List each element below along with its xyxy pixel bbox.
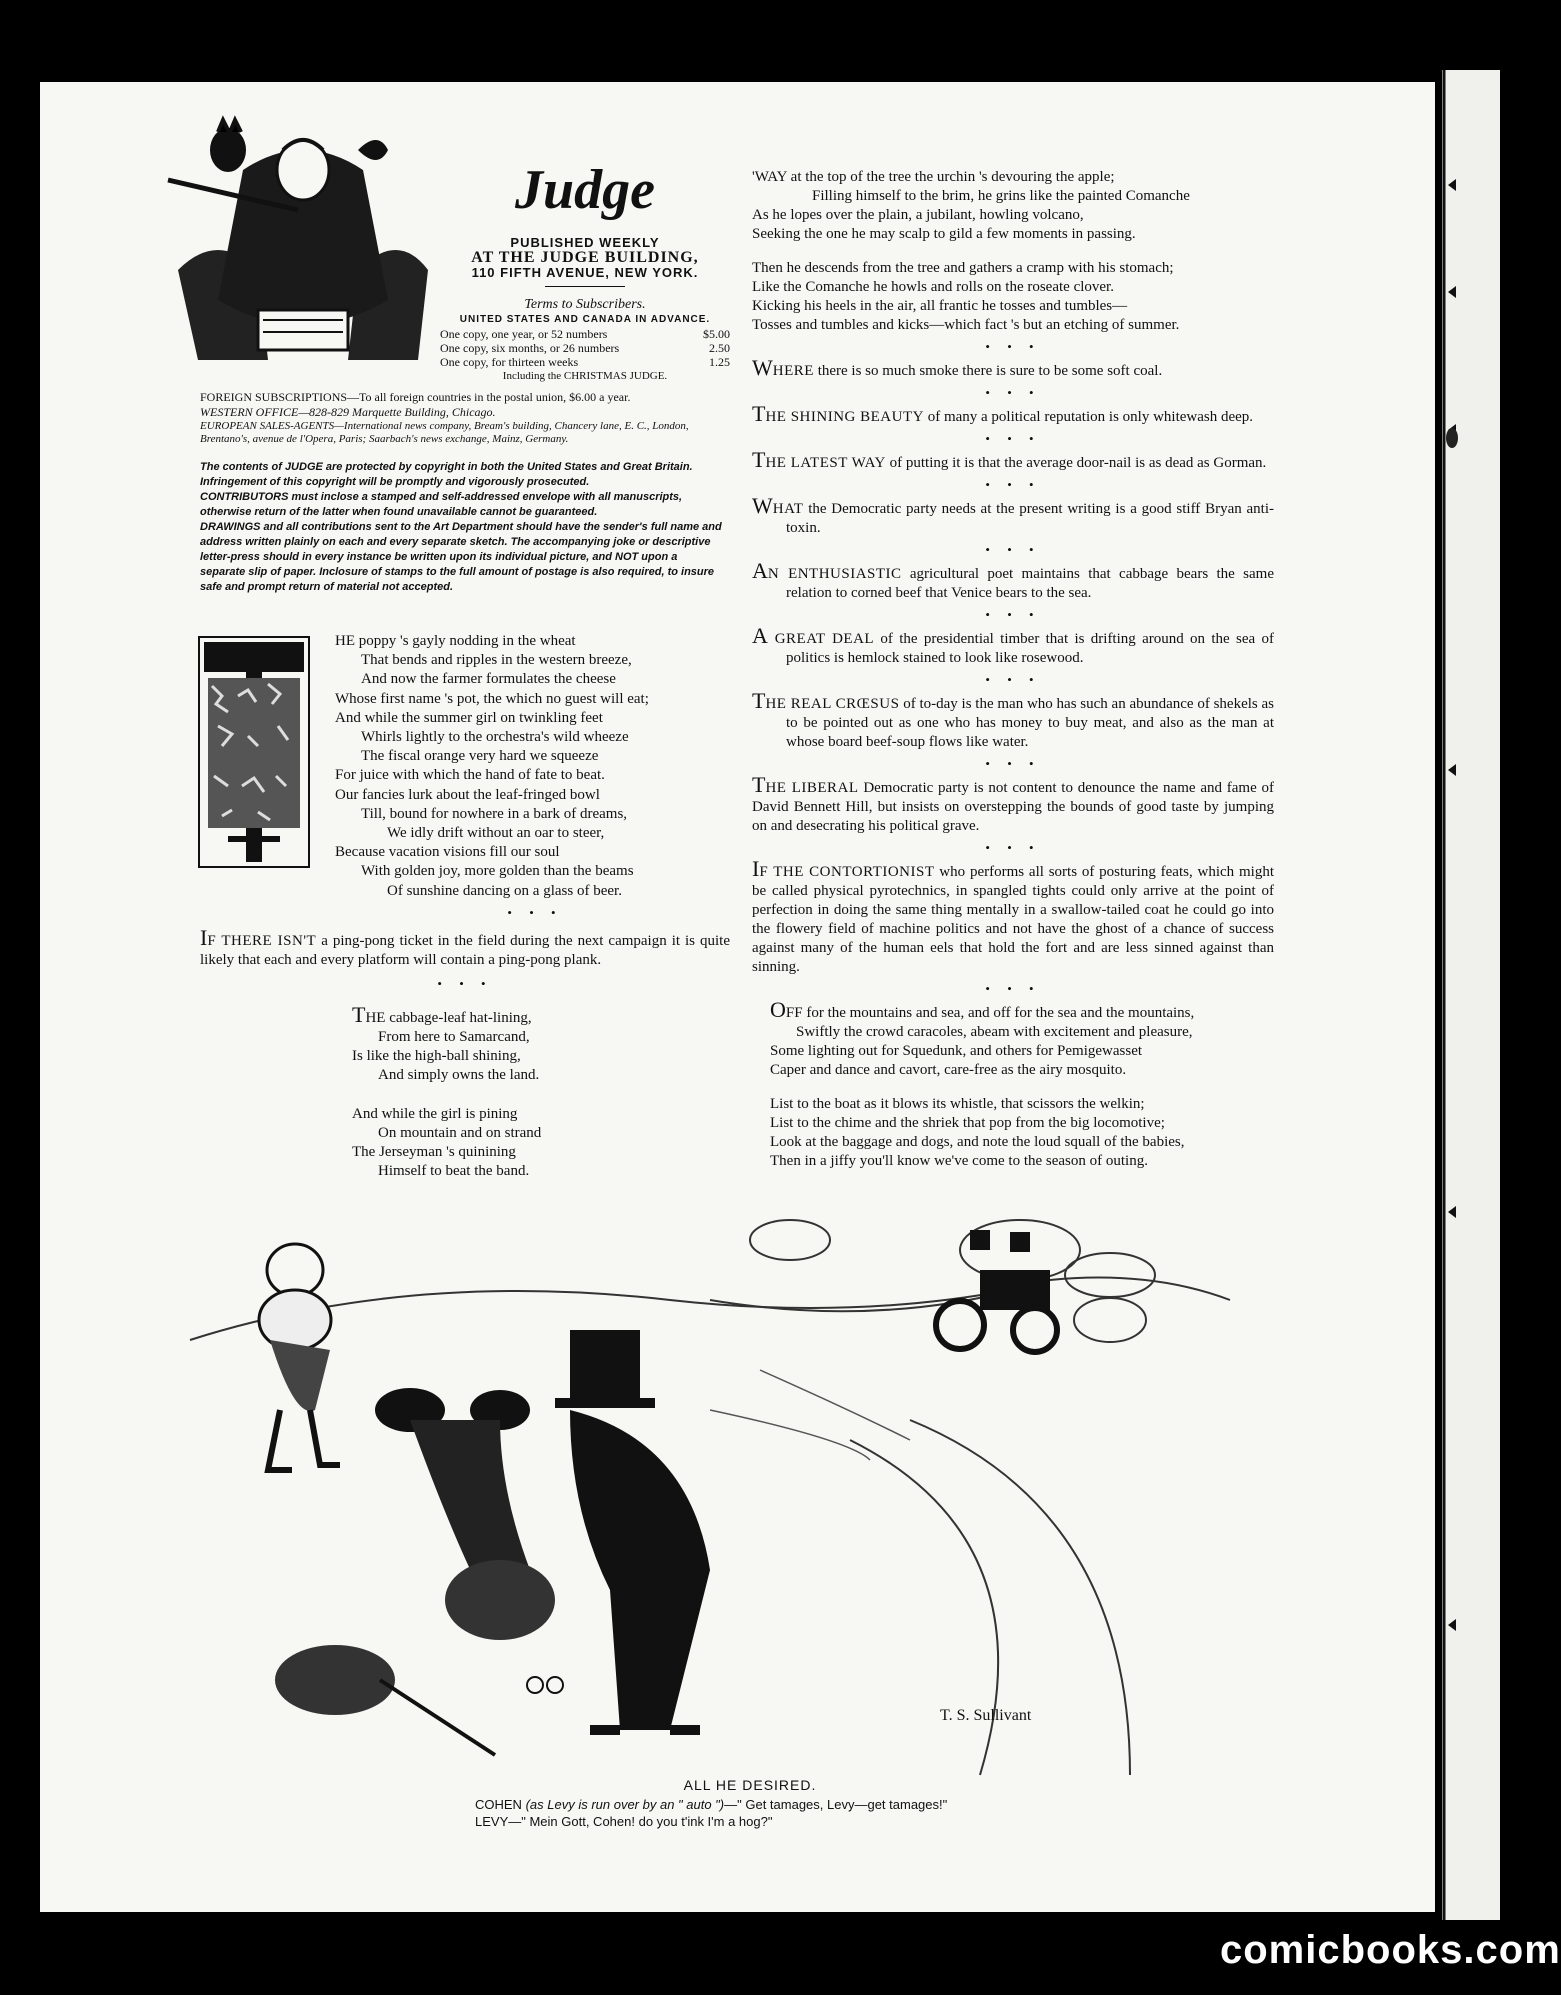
poem-line: Caper and dance and cavort, care-free as the airy mosquito. (770, 1062, 1127, 1078)
poem-line: Then in a jiffy you'll know we've come to the season of outing. (770, 1153, 1148, 1169)
poem-line: Like the Comanche he howls and rolls on the roseate clover. (752, 279, 1114, 295)
poem-line: The Jerseyman 's quinining (352, 1144, 516, 1160)
poem-line: With golden joy, more golden than the beams (361, 863, 634, 880)
binding-holes (1442, 70, 1500, 1920)
poem-line: Our fancies lurk about the leaf-fringed bowl (335, 786, 600, 803)
poem-line: We idly drift without an oar to steer, (387, 825, 605, 842)
section-separator: • • • (985, 607, 1041, 622)
terms-title: Terms to Subscribers. (524, 297, 646, 312)
section-separator: • • • (985, 542, 1041, 557)
poem-line: And now the farmer formulates the cheese (361, 671, 616, 688)
section-separator: • • • (985, 385, 1041, 400)
poem-line: OFF for the mountains and sea, and off for the sea and the mountains, (770, 997, 1195, 1022)
poem-line: HE poppy 's gayly nodding in the wheat (335, 633, 576, 649)
cartoon-dialogue (475, 1796, 1175, 1830)
cabbage-poem (352, 1002, 652, 1181)
masthead-info (440, 235, 730, 384)
poem-line: The fiscal orange very hard we squeeze (361, 748, 599, 765)
building-line: AT THE JUDGE BUILDING, (471, 249, 699, 266)
paragraph-latest-way: THE LATEST WAY of putting it is that the average door-nail is as dead as Gorman. (752, 447, 1267, 472)
section-separator: • • • (507, 904, 563, 920)
section-separator: • • • (985, 672, 1041, 687)
section-separator: • • • (985, 756, 1041, 771)
poem-line: On mountain and on strand (378, 1125, 542, 1141)
poem-line: For juice with which the hand of fate to beat. (335, 767, 605, 784)
poem-line: And simply owns the land. (378, 1067, 540, 1083)
poem-line: Kicking his heels in the air, all frantic he tosses and tumbles— (752, 298, 1128, 314)
poem-line: Look at the baggage and dogs, and note the loud squall of the babies, (770, 1134, 1185, 1150)
cartoon-illustration (150, 1210, 1270, 1775)
copyright-notice: The contents of JUDGE are protected by copyright in both the United States and Great Britain. Infringement of this copyright will be promptly and vigorously prosecuted. CONTRIBUTORS must inclose a stamped and self-addressed envelope with all manuscripts, otherwise return of the latter when found unavailable cannot be guaranteed. DRAWINGS and all contributions sent to the Art Department should have the sender's full name and address written plainly on each and every separate sketch. The accompanying joke or descriptive letter-press should in every instance be written upon its individual picture, and NOT upon a separate slip of paper. Inclosure of stamps to the full amount of postage is also required, to insure safe and prompt return of material not accepted. (200, 461, 722, 593)
section-separator: • • • (437, 976, 493, 991)
judge-logo: Judge (515, 159, 655, 221)
poem-line: As he lopes over the plain, a jubilant, howling volcano, (752, 207, 1084, 223)
address-line: 110 FIFTH AVENUE, NEW YORK. (471, 265, 699, 280)
poem-line: Swiftly the crowd caracoles, abeam with excitement and pleasure, (796, 1024, 1193, 1040)
adjacent-page-edge (1442, 70, 1500, 1920)
christmas-note: Including the CHRISTMAS JUDGE. (502, 370, 668, 382)
paragraph-great-deal: A GREAT DEAL of the presidential timber that is drifting around on the sea of politics is hemlock stained to look like rosewood. (752, 623, 1274, 666)
masthead-notices (200, 390, 725, 446)
paragraph-smoke: WHERE there is so much smoke there is sure to be some soft coal. (752, 355, 1163, 380)
western-office: WESTERN OFFICE—828-829 Marquette Building, Chicago. (200, 405, 496, 419)
poem-line: List to the boat as it blows its whistle, that scissors the welkin; (770, 1096, 1145, 1112)
section-separator: • • • (985, 477, 1041, 492)
poem-line: List to the chime and the shriek that pop from the big locomotive; (770, 1115, 1165, 1131)
poem-line: And while the girl is pining (352, 1106, 518, 1122)
poem-line: THE cabbage-leaf hat-lining, (352, 1002, 532, 1027)
paragraph-democratic-party: WHAT the Democratic party needs at the present writing is a good stiff Bryan anti-toxin. (752, 493, 1274, 536)
poem-line: From here to Samarcand, (378, 1029, 530, 1045)
cartoon-caption-title: ALL HE DESIRED. (683, 1777, 817, 1793)
poem-line: Seeking the one he may scalp to gild a few moments in passing. (752, 226, 1136, 242)
subscription-rates-table (440, 327, 730, 369)
european-agents: EUROPEAN SALES-AGENTS—International news company, Bream's building, Chancery lane, E. C., London, Brentano's, avenue de l'Opera, Paris; Saarbach's news exchange, Mainz, Germany. (200, 420, 689, 445)
poem-line: Some lighting out for Squedunk, and others for Pemigewasset (770, 1043, 1143, 1059)
paragraph-enthusiastic: AN ENTHUSIASTIC agricultural poet maintains that cabbage bears the same relation to corned beef that Venice bears to the sea. (752, 558, 1274, 601)
section-separator: • • • (985, 339, 1041, 354)
paragraph-contortionist: IF THE CONTORTIONIST who performs all sorts of posturing feats, which might be called physical pyrotechnics, in spangled tights could only arrive at the point of perfection in doing the same thing mentally in a swallow-tailed coat he could go into the flowery field of machine politics and not have the ghost of a chance of success against many of the human eels that hold the fort and are less sinned against than sinning. (752, 856, 1274, 975)
section-separator: • • • (985, 431, 1041, 446)
poppy-poem (335, 632, 735, 922)
judge-masthead-illustration (158, 110, 448, 365)
dialogue-line: COHEN (as Levy is run over by an " auto ")—" Get tamages, Levy—get tamages!" (475, 1797, 948, 1812)
dialogue-line: LEVY—" Mein Gott, Cohen! do you t'ink I'm a hog?" (475, 1814, 773, 1829)
poem-line: Tosses and tumbles and kicks—which fact 's but an etching of summer. (752, 317, 1180, 333)
foreign-subscriptions: FOREIGN SUBSCRIPTIONS—To all foreign countries in the postal union, $6.00 a year. (200, 390, 631, 404)
table-row: One copy, one year, or 52 numbers $5.00 (440, 327, 730, 341)
right-column (752, 168, 1274, 1171)
poem-line: That bends and ripples in the western breeze, (361, 652, 632, 669)
poem-line: 'WAY at the top of the tree the urchin 's devouring the apple; (752, 169, 1115, 185)
poem-line: Then he descends from the tree and gathers a cramp with his stomach; (752, 260, 1174, 276)
pingpong-paragraph: IF THERE ISN'T a ping-pong ticket in the field during the next campaign it is quite likely that each and every platform will contain a ping-pong plank. • • • (200, 925, 730, 991)
poem-line: Filling himself to the brim, he grins like the painted Comanche (812, 188, 1190, 204)
section-separator: • • • (985, 840, 1041, 855)
poem-line: Himself to beat the band. (378, 1163, 530, 1179)
poem-line: Because vacation visions fill our soul (335, 844, 560, 861)
urchin-poem (752, 168, 1274, 335)
artist-signature: T. S. Sullivant (940, 1707, 1032, 1724)
site-watermark: comicbooks.com (1220, 1928, 1561, 1972)
poem-line: Whose first name 's pot, the which no guest will eat; (335, 690, 649, 707)
table-row: One copy, six months, or 26 numbers 2.50 (440, 341, 730, 355)
paragraph-croesus: THE REAL CRŒSUS of to-day is the man who has such an abundance of shekels as to be pointed out as one who has money to buy meat, and also as the man at whose board beef-soup flows like water. (752, 688, 1274, 750)
poem-line: Whirls lightly to the orchestra's wild wheeze (361, 729, 629, 746)
poem-line: And while the summer girl on twinkling feet (335, 709, 603, 726)
poem-line: Till, bound for nowhere in a bark of dreams, (361, 805, 628, 822)
terms-head: UNITED STATES AND CANADA IN ADVANCE. (459, 314, 711, 325)
paragraph-shining-beauty: THE SHINING BEAUTY of many a political reputation is only whitewash deep. (752, 401, 1254, 426)
poem-line: Of sunshine dancing on a glass of beer. (387, 882, 622, 899)
published-weekly: PUBLISHED WEEKLY (510, 235, 660, 250)
outing-poem (752, 997, 1274, 1171)
poem-line: Is like the high-ball shining, (352, 1048, 521, 1064)
ornamental-dropcap-t (198, 636, 310, 868)
paragraph-liberal: THE LIBERAL Democratic party is not content to denounce the name and fame of David Bennett Hill, but insists on overstepping the bounds of good taste by jumping on and desecrating his political grave. (752, 772, 1274, 834)
section-separator: • • • (985, 981, 1041, 996)
table-row: One copy, for thirteen weeks 1.25 (440, 355, 730, 369)
